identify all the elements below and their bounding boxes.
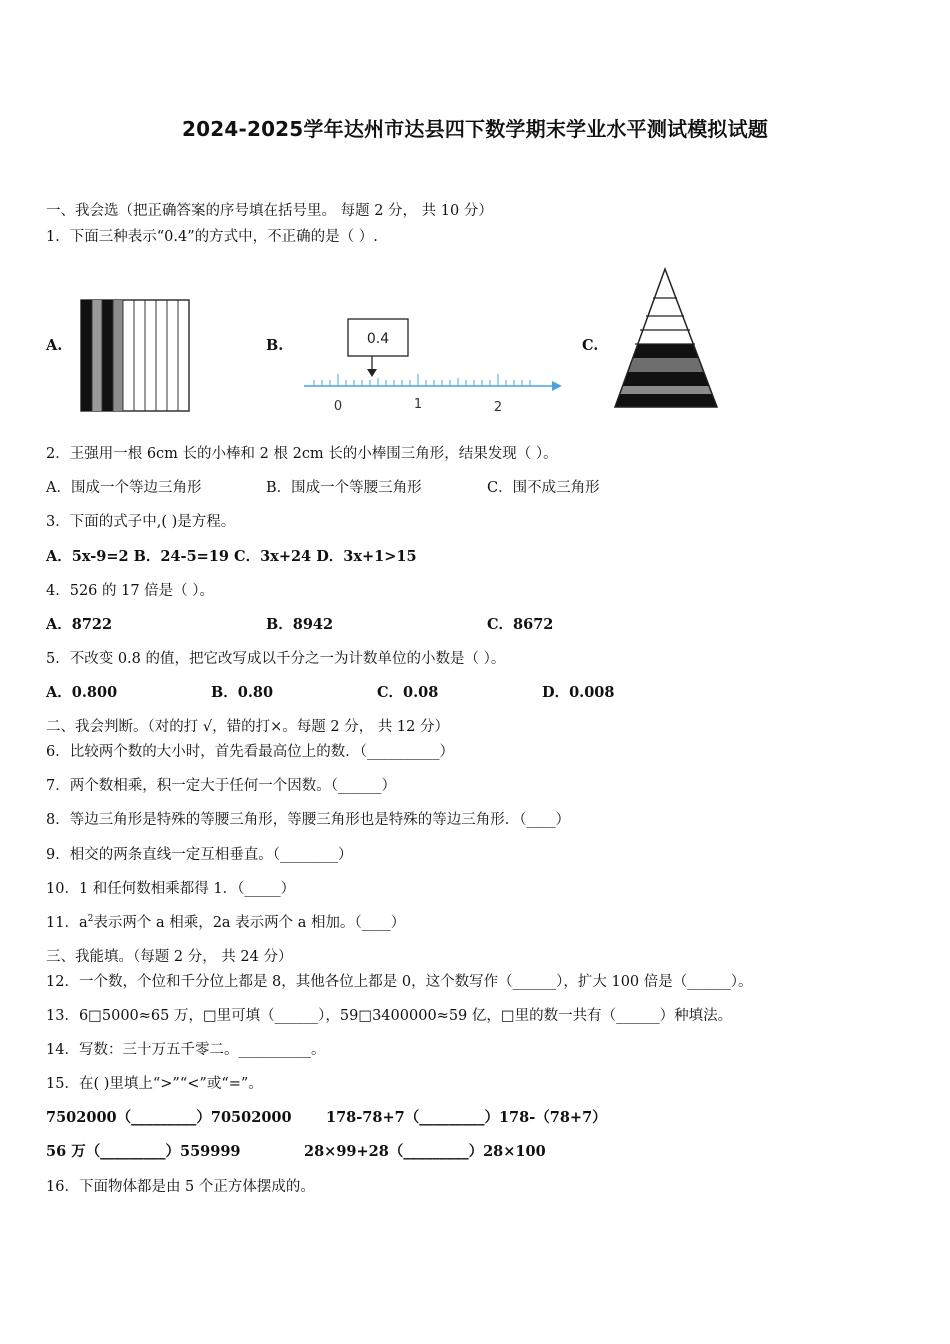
question-2: 2．王强用一根 6cm 长的小棒和 2 根 2cm 长的小棒围三角形，结果发现（ ）。 [46, 446, 558, 462]
number-line-box-label: 0.4 [366, 331, 390, 347]
question-7: 7．两个数相乘，积一定大于任何一个因数。（______） [46, 778, 396, 794]
q15-row1-left: 7502000（_________）70502000 [46, 1109, 292, 1126]
q11-exponent: 2 [87, 914, 94, 925]
section-1-heading: 一、我会选（把正确答案的序号填在括号里。 每题 2 分， 共 10 分） [46, 203, 493, 219]
q1-number-line-figure [300, 316, 565, 416]
question-14: 14．写数：三十万五千零二。__________。 [46, 1042, 326, 1058]
question-13: 13．6□5000≈65 万，□里可填（______），59□3400000≈59 亿，□里的数一共有（______）种填法。 [46, 1008, 733, 1024]
question-4: 4．526 的 17 倍是（ ）。 [46, 583, 215, 599]
q2-option-b: B．围成一个等腰三角形 [266, 480, 422, 496]
q2-option-c: C．围不成三角形 [487, 480, 600, 496]
question-8: 8．等边三角形是特殊的等腰三角形，等腰三角形也是特殊的等边三角形．（____） [46, 812, 570, 828]
number-line-tick-2: 2 [493, 400, 503, 415]
section-2-heading: 二、我会判断。（对的打 √，错的打×。每题 2 分， 共 12 分） [46, 719, 449, 735]
q3-options: A．5x-9=2 B．24-5=19 C．3x+24 D．3x+1>15 [46, 548, 417, 565]
question-6: 6．比较两个数的大小时，首先看最高位上的数．（__________） [46, 744, 454, 760]
q1-triangle-figure [613, 266, 719, 410]
q5-option-d: D．0.008 [542, 684, 615, 701]
q11-prefix: 11．a [46, 915, 88, 931]
q5-option-b: B．0.80 [211, 684, 274, 701]
question-1: 1．下面三种表示“0.4”的方式中，不正确的是（ ）. [46, 229, 378, 245]
q15-row2-right: 28×99+28（_________）28×100 [304, 1143, 546, 1160]
q5-option-c: C．0.08 [377, 684, 439, 701]
q4-option-a: A．8722 [46, 616, 113, 633]
number-line-tick-1: 1 [413, 397, 423, 412]
page-title: 2024-2025学年达州市达县四下数学期末学业水平测试模拟试题 [181, 117, 769, 141]
section-3-heading: 三、我能填。（每题 2 分， 共 24 分） [46, 949, 293, 965]
question-3: 3．下面的式子中,( )是方程。 [46, 514, 236, 530]
q15-row2-left: 56 万（_________）559999 [46, 1143, 241, 1160]
q4-option-c: C．8672 [487, 616, 554, 633]
q4-option-b: B．8942 [266, 616, 334, 633]
q5-option-a: A．0.800 [46, 684, 118, 701]
question-9: 9．相交的两条直线一定互相垂直。（________） [46, 847, 353, 863]
question-10: 10．1 和任何数相乘都得 1．（_____） [46, 881, 296, 897]
question-11 [46, 914, 405, 932]
question-5: 5．不改变 0.8 的值，把它改写成以千分之一为计数单位的小数是（ ）。 [46, 651, 506, 667]
q2-option-a: A．围成一个等边三角形 [46, 480, 202, 496]
q1-option-c-label: C. [582, 337, 599, 354]
q1-bar-figure [80, 299, 190, 412]
q11-suffix: 表示两个 a 相乘，2a 表示两个 a 相加。（____） [93, 915, 406, 931]
question-15: 15．在( )里填上“>”“<”或“=”。 [46, 1076, 263, 1092]
q1-option-a-label: A. [46, 337, 63, 354]
q1-option-b-label: B. [266, 337, 284, 354]
question-16: 16．下面物体都是由 5 个正方体摆成的。 [46, 1179, 315, 1195]
number-line-tick-0: 0 [333, 399, 343, 414]
question-12: 12．一个数，个位和千分位上都是 8，其他各位上都是 0，这个数写作（______），扩大 100 倍是（______）。 [46, 974, 753, 990]
q15-row1-right: 178-78+7（_________）178-（78+7） [326, 1109, 607, 1126]
